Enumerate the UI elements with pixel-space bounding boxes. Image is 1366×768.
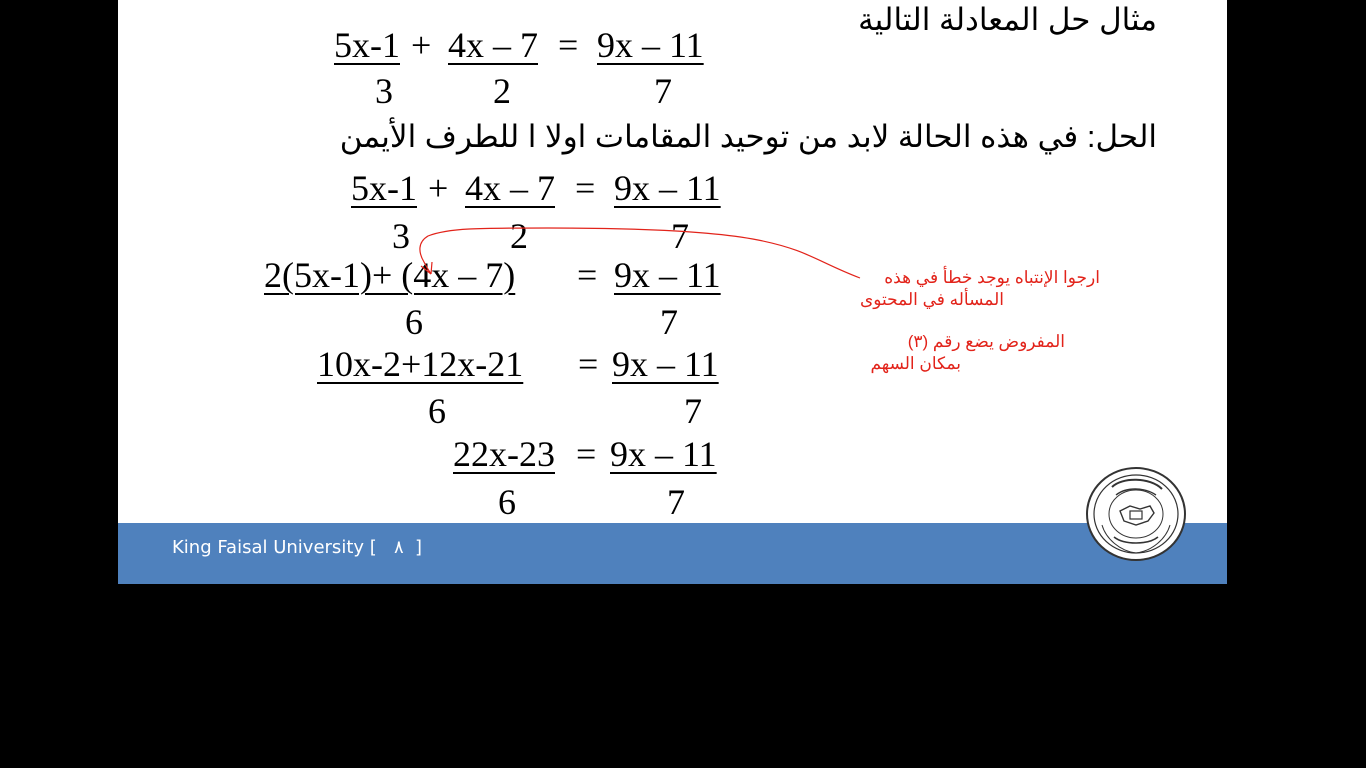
eq5-equals: = <box>576 434 597 474</box>
university-seal-icon <box>1084 465 1188 563</box>
eq2-numerator-2: 4x – 7 <box>465 168 555 208</box>
eq2-denominator-1: 3 <box>392 216 410 256</box>
eq2-numerator-3: 9x – 11 <box>614 168 721 208</box>
slide <box>118 0 1227 584</box>
eq1-numerator-2: 4x – 7 <box>448 25 538 65</box>
eq1-numerator-1: 5x-1 <box>334 25 400 65</box>
eq3-denominator-1: 6 <box>405 302 423 342</box>
eq4-numerator-1: 10x-2+12x-21 <box>317 344 524 384</box>
slide-title: مثال حل المعادلة التالية <box>858 2 1157 37</box>
eq1-equals: = <box>558 25 579 65</box>
eq3-numerator-1: 2(5x-1)+ (4x – 7) <box>264 255 516 295</box>
eq3-numerator-2: 9x – 11 <box>614 255 721 295</box>
eq2-numerator-1: 5x-1 <box>351 168 417 208</box>
error-note-line-1: ارجوا الإنتباه يوجد خطأ في هذه <box>884 268 1100 287</box>
eq1-plus: + <box>411 25 432 65</box>
eq4-numerator-2: 9x – 11 <box>612 344 719 384</box>
eq1-denominator-2: 2 <box>493 71 511 111</box>
error-note-line-3: المفروض يضع رقم (٣) <box>907 332 1065 351</box>
eq1-numerator-3: 9x – 11 <box>597 25 704 65</box>
eq2-denominator-2: 2 <box>510 216 528 256</box>
eq5-numerator-1: 22x-23 <box>453 434 555 474</box>
eq3-equals: = <box>577 255 598 295</box>
eq2-equals: = <box>575 168 596 208</box>
eq2-plus: + <box>428 168 449 208</box>
eq4-equals: = <box>578 344 599 384</box>
eq1-denominator-1: 3 <box>375 71 393 111</box>
eq3-denominator-2: 7 <box>660 302 678 342</box>
eq4-denominator-1: 6 <box>428 391 446 431</box>
eq4-denominator-2: 7 <box>684 391 702 431</box>
error-note-line-2: المسأله في المحتوى <box>859 290 1004 309</box>
footer-text: King Faisal University [ ٨ ] <box>172 537 423 558</box>
eq5-denominator-1: 6 <box>498 482 516 522</box>
solution-text: الحل: في هذه الحالة لابد من توحيد المقامات اولا ا للطرف الأيمن <box>339 119 1157 154</box>
eq5-numerator-2: 9x – 11 <box>610 434 717 474</box>
error-note-line-4: بمكان السهم <box>870 354 961 373</box>
eq2-denominator-3: 7 <box>671 216 689 256</box>
eq1-denominator-3: 7 <box>654 71 672 111</box>
eq5-denominator-2: 7 <box>667 482 685 522</box>
